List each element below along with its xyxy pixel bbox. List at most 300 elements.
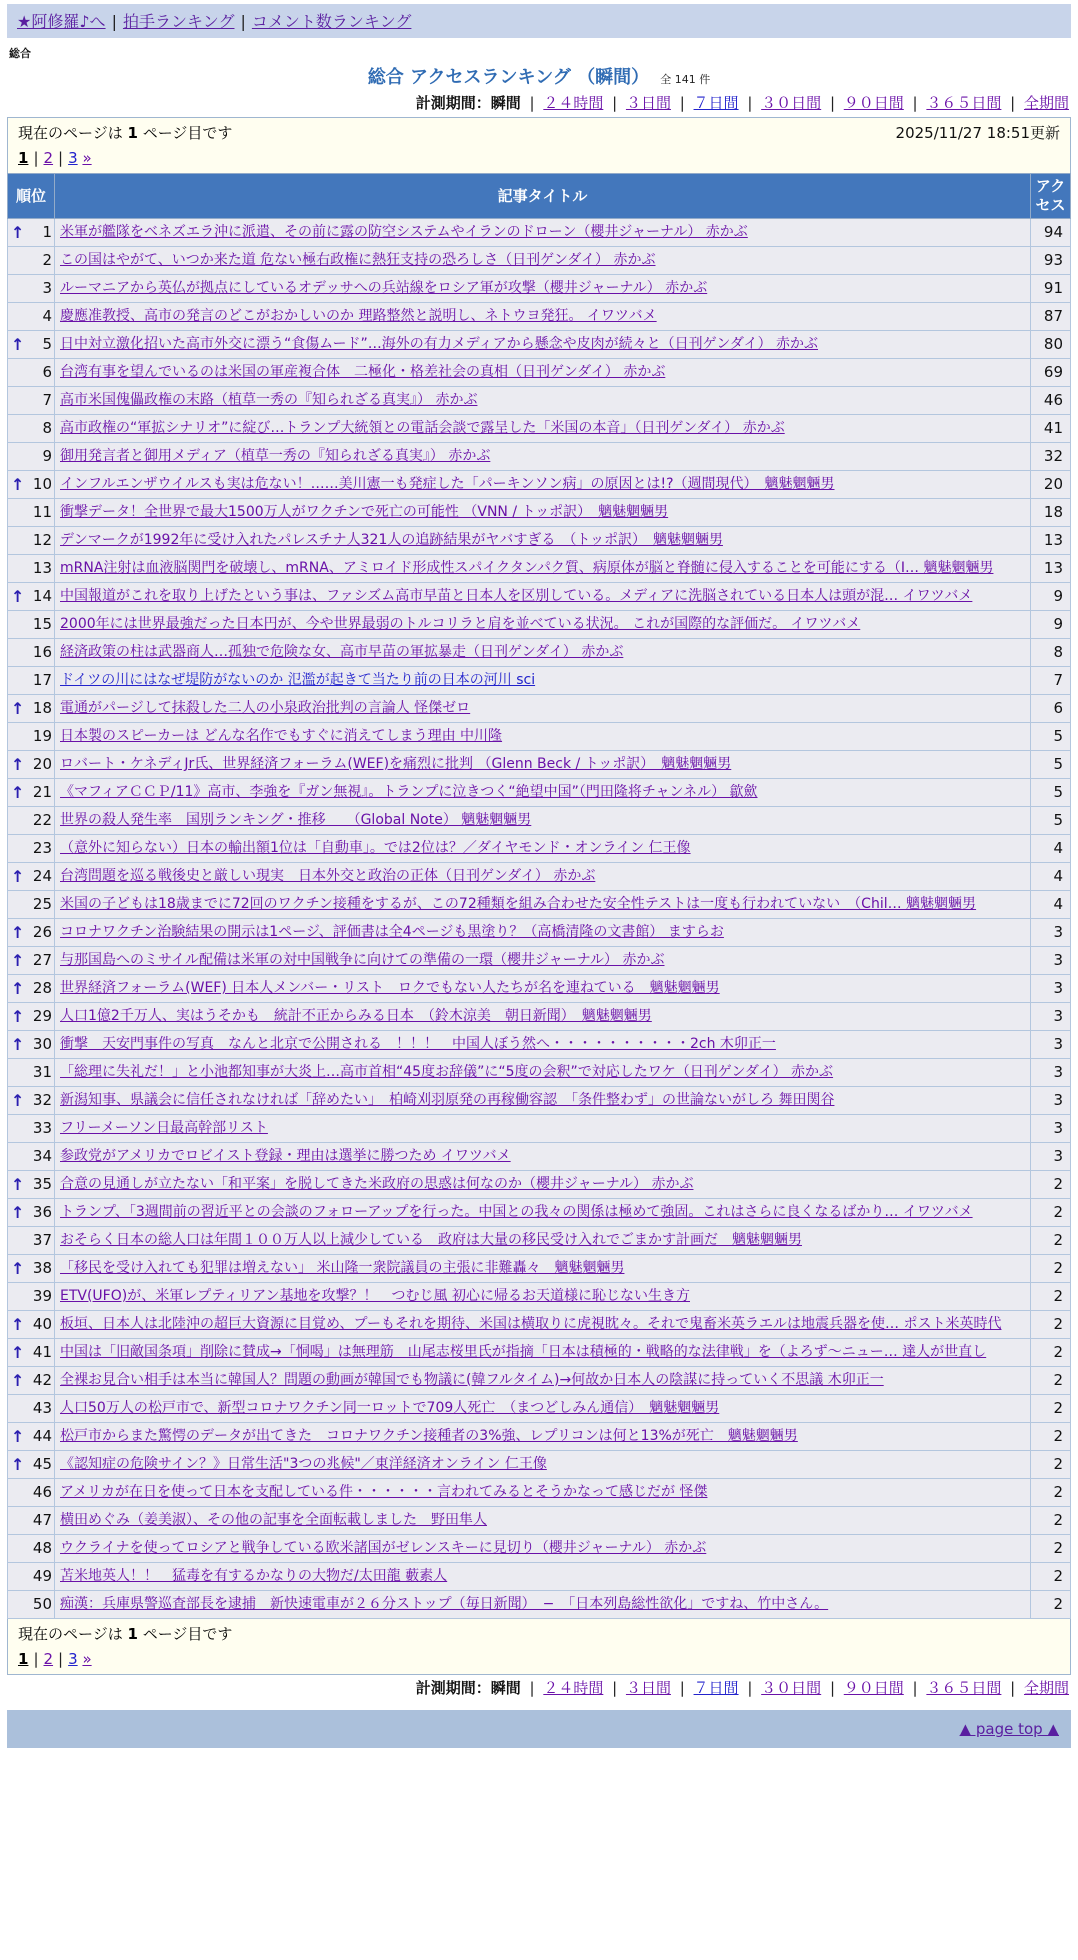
table-row — [8, 1199, 1071, 1227]
title-column-header: 記事タイトル — [55, 174, 1031, 219]
pagination — [18, 149, 1060, 167]
rank-cell — [8, 275, 55, 303]
access-count: 91 — [1031, 275, 1071, 303]
title-cell — [55, 639, 1031, 667]
article-link[interactable]: 板垣、日本人は北陸沖の超巨大資源に目覚め、プーもそれを期待、米国は横取りに虎視眈々。それで鬼畜米英ラエルは地震兵器を使… ポスト米英時代 — [60, 1316, 1002, 1332]
access-count: 3 — [1031, 1031, 1071, 1059]
table-row — [8, 1451, 1071, 1479]
ranking-table-body — [8, 219, 1071, 1619]
ranking-table — [7, 173, 1071, 1619]
period-link[interactable]: ３６５日間 — [926, 94, 1002, 112]
access-count: 2 — [1031, 1479, 1071, 1507]
article-link[interactable]: 電通がパージして抹殺した二人の小泉政治批判の言論人 怪傑ゼロ — [60, 700, 471, 716]
access-count: 2 — [1031, 1311, 1071, 1339]
title-cell — [55, 1031, 1031, 1059]
rank-cell — [8, 1199, 55, 1227]
top-link-clap-ranking[interactable]: 拍手ランキング — [122, 12, 235, 31]
access-count: 2 — [1031, 1367, 1071, 1395]
article-link[interactable]: 御用発言者と御用メディア（植草一秀の『知られざる真実』） 赤かぶ — [60, 448, 491, 464]
rank-number: 8 — [42, 419, 52, 437]
period-label: 計測期間： — [415, 1679, 491, 1697]
rank-number: 7 — [42, 391, 52, 409]
rank-cell — [8, 1059, 55, 1087]
table-row — [8, 751, 1071, 779]
access-count: 93 — [1031, 247, 1071, 275]
article-link[interactable]: 人口50万人の松戸市で、新型コロナワクチン同一ロットで709人死亡 （まつどしみん通信） 魑魅魍魎男 — [60, 1400, 720, 1416]
rank-cell — [8, 1171, 55, 1199]
rank-cell — [8, 639, 55, 667]
rank-number: 48 — [32, 1539, 52, 1557]
access-count: 2 — [1031, 1199, 1071, 1227]
rank-number: 9 — [42, 447, 52, 465]
title-cell — [55, 1451, 1031, 1479]
rank-up-icon: ↑ — [11, 1034, 25, 1054]
rank-cell — [8, 1143, 55, 1171]
current-page-text: 現在のページは 1 ページ目です — [18, 1625, 233, 1643]
rank-cell — [8, 1087, 55, 1115]
rank-cell — [8, 247, 55, 275]
table-row — [8, 1227, 1071, 1255]
title-cell — [55, 667, 1031, 695]
article-link[interactable]: 「総理に失礼だ！」と小池都知事が大炎上…高市首相“45度お辞儀”に“5度の会釈”で対応したワケ（日刊ゲンダイ） 赤かぶ — [60, 1064, 834, 1080]
article-link[interactable]: 2000年には世界最強だった日本円が、今や世界最弱のトルコリラと肩を並べている状況。 これが国際的な評価だ。 イワツバメ — [60, 616, 861, 632]
rank-number: 39 — [32, 1287, 52, 1305]
article-link[interactable]: 《マフィアＣＣＰ/11》高市、李強を『ガン無視』。トランプに泣きつく“絶望中国”（門田隆将チャンネル） 歙歛 — [60, 784, 758, 800]
top-nav-separator: | — [240, 12, 246, 31]
article-link[interactable]: 台湾問題を巡る戦後史と厳しい現実 日本外交と政治の正体（日刊ゲンダイ） 赤かぶ — [60, 868, 596, 884]
access-count: 32 — [1031, 443, 1071, 471]
rank-cell — [8, 359, 55, 387]
period-separator: | — [742, 94, 758, 112]
article-link[interactable]: この国はやがて、いつか来た道 危ない極右政権に熱狂支持の恐ろしさ（日刊ゲンダイ） 赤かぶ — [60, 252, 656, 268]
title-cell — [55, 583, 1031, 611]
title-cell — [55, 1339, 1031, 1367]
rank-number: 25 — [32, 895, 52, 913]
rank-cell — [8, 723, 55, 751]
rank-number: 40 — [32, 1315, 52, 1333]
rank-cell — [8, 1535, 55, 1563]
rank-up-icon: ↑ — [11, 1006, 25, 1026]
table-row — [8, 1143, 1071, 1171]
article-link[interactable]: 全裸お見合い相手は本当に韓国人？問題の動画が韓国でも物議に(韓フルタイム)→何故か日本人の陰謀に持っていく不思議 木卯正一 — [60, 1372, 884, 1388]
rank-cell — [8, 303, 55, 331]
rank-number: 47 — [32, 1511, 52, 1529]
current-page-text: 現在のページは 1 ページ目です — [18, 124, 233, 142]
table-row — [8, 415, 1071, 443]
title-cell — [55, 863, 1031, 891]
title-cell — [55, 499, 1031, 527]
rank-cell — [8, 443, 55, 471]
category-label: 総合 — [9, 47, 31, 60]
table-row — [8, 555, 1071, 583]
article-link[interactable]: 中国は「旧敵国条項」削除に賛成→「恫喝」は無理筋 山尾志桜里氏が指摘「日本は積極的・戦略的な法律戦」を（よろず〜ニュー… 達人が世直し — [60, 1344, 987, 1360]
rank-number: 11 — [32, 503, 52, 521]
rank-cell — [8, 947, 55, 975]
title-cell — [55, 751, 1031, 779]
rank-cell — [8, 1003, 55, 1031]
title-cell — [55, 527, 1031, 555]
rank-cell — [8, 975, 55, 1003]
period-link[interactable]: 全期間 — [1023, 94, 1069, 112]
article-link[interactable]: 日中対立激化招いた高市外交に漂う“食傷ムード”…海外の有力メディアから懸念や皮肉が続々と（日刊ゲンダイ） 赤かぶ — [60, 336, 819, 352]
period-separator: | — [742, 1679, 758, 1697]
title-cell — [55, 219, 1031, 247]
rank-number: 22 — [32, 811, 52, 829]
rank-up-icon: ↑ — [11, 922, 25, 942]
title-cell — [55, 1423, 1031, 1451]
pagination-link[interactable]: » — [82, 149, 92, 167]
page-top-link[interactable]: ▲ page top ▲ — [959, 1720, 1059, 1738]
rank-number: 24 — [32, 867, 52, 885]
access-count: 2 — [1031, 1283, 1071, 1311]
access-count: 5 — [1031, 779, 1071, 807]
rank-up-icon: ↑ — [11, 586, 25, 606]
rank-number: 42 — [32, 1371, 52, 1389]
rank-number: 6 — [42, 363, 52, 381]
article-link[interactable]: 《認知症の危険サイン？》日常生活"3つの兆候"／東洋経済オンライン 仁王像 — [60, 1456, 547, 1472]
pagination-separator: | — [33, 1650, 39, 1668]
article-link[interactable]: ドイツの川にはなぜ堤防がないのか 氾濫が起きて当たり前の日本の河川 sci — [60, 672, 536, 688]
table-row — [8, 919, 1071, 947]
table-row — [8, 891, 1071, 919]
access-count: 2 — [1031, 1227, 1071, 1255]
period-current: 瞬間 — [490, 94, 521, 112]
rank-cell — [8, 1451, 55, 1479]
rank-number: 43 — [32, 1399, 52, 1417]
title-cell — [55, 1199, 1031, 1227]
article-link[interactable]: 台湾有事を望んでいるのは米国の軍産複合体 二極化・格差社会の真相（日刊ゲンダイ） 赤かぶ — [60, 364, 666, 380]
access-count: 2 — [1031, 1507, 1071, 1535]
top-link-comment-ranking[interactable]: コメント数ランキング — [251, 12, 412, 31]
access-count: 2 — [1031, 1255, 1071, 1283]
access-count: 80 — [1031, 331, 1071, 359]
pagination-link[interactable]: 3 — [68, 1650, 78, 1668]
rank-number: 15 — [32, 615, 52, 633]
article-link[interactable]: 苫米地英人！！ 猛毒を有するかなりの大物だ/太田龍 藪素人 — [60, 1568, 448, 1584]
rank-cell — [8, 695, 55, 723]
table-row — [8, 1507, 1071, 1535]
rank-up-icon: ↑ — [11, 950, 25, 970]
article-link[interactable]: コロナワクチン治験結果の開示は1ページ、評価書は全4ページも黒塗り？（高橋清隆の文書館） ますらお — [60, 924, 724, 940]
rank-number: 12 — [32, 531, 52, 549]
article-link[interactable]: 衝撃データ！全世界で最大1500万人がワクチンで死亡の可能性 （VNN / トッポ訳） 魑魅魍魎男 — [60, 504, 669, 520]
title-cell — [55, 555, 1031, 583]
rank-number: 31 — [32, 1063, 52, 1081]
rank-number: 49 — [32, 1567, 52, 1585]
rank-up-icon: ↑ — [11, 978, 25, 998]
table-row — [8, 583, 1071, 611]
rank-cell — [8, 1115, 55, 1143]
title-cell — [55, 835, 1031, 863]
period-link[interactable]: ３０日間 — [761, 94, 822, 112]
title-cell — [55, 1283, 1031, 1311]
access-count: 2 — [1031, 1535, 1071, 1563]
article-link[interactable]: ウクライナを使ってロシアと戦争している欧米諸国がゼレンスキーに見切り（櫻井ジャーナル） 赤かぶ — [60, 1540, 707, 1556]
access-count: 2 — [1031, 1395, 1071, 1423]
table-row — [8, 695, 1071, 723]
access-count: 2 — [1031, 1591, 1071, 1619]
access-count: 3 — [1031, 947, 1071, 975]
period-link[interactable]: ３日間 — [625, 94, 671, 112]
pagination-separator: | — [58, 1650, 64, 1668]
article-link[interactable]: 衝撃 天安門事件の写真 なんと北京で公開される ！！！ 中国人ぼう然へ・・・・・・・・・・2ch 木卯正一 — [60, 1036, 776, 1052]
access-count: 2 — [1031, 1451, 1071, 1479]
rank-number: 4 — [42, 307, 52, 325]
period-link[interactable]: ９０日間 — [843, 94, 904, 112]
rank-cell — [8, 667, 55, 695]
article-link[interactable]: 与那国島へのミサイル配備は米軍の対中国戦争に向けての準備の一環（櫻井ジャーナル） 赤かぶ — [60, 952, 665, 968]
title-cell — [55, 1143, 1031, 1171]
access-count: 4 — [1031, 863, 1071, 891]
table-row — [8, 667, 1071, 695]
rank-cell — [8, 863, 55, 891]
article-link[interactable]: 高市政権の“軍拡シナリオ”に綻び…トランプ大統領との電話会談で露呈した「米国の本音」（日刊ゲンダイ） 赤かぶ — [60, 420, 785, 436]
period-nav — [7, 1677, 1069, 1698]
rank-cell — [8, 1479, 55, 1507]
article-link[interactable]: 米軍が艦隊をベネズエラ沖に派遣、その前に露の防空システムやイランのドローン（櫻井ジャーナル） 赤かぶ — [60, 224, 748, 240]
article-link[interactable]: フリーメーソン日最高幹部リスト — [60, 1120, 268, 1136]
title-cell — [55, 919, 1031, 947]
top-nav-separator: | — [111, 12, 117, 31]
period-link[interactable]: ３日間 — [625, 1679, 671, 1697]
rank-cell — [8, 751, 55, 779]
period-separator: | — [674, 94, 690, 112]
article-link[interactable]: 松戸市からまた驚愕のデータが出てきた コロナワクチン接種者の3%強、レプリコンは何と13%が死亡 魑魅魍魎男 — [60, 1428, 798, 1444]
table-row — [8, 1339, 1071, 1367]
rank-up-icon: ↑ — [11, 754, 25, 774]
rank-number: 34 — [32, 1147, 52, 1165]
rank-number: 35 — [32, 1175, 52, 1193]
period-link[interactable]: 全期間 — [1023, 1679, 1069, 1697]
table-row — [8, 1059, 1071, 1087]
rank-number: 21 — [32, 783, 52, 801]
title-cell — [55, 1367, 1031, 1395]
period-link[interactable]: ２４時間 — [543, 1679, 604, 1697]
rank-number: 27 — [32, 951, 52, 969]
access-count: 5 — [1031, 723, 1071, 751]
rank-number: 18 — [32, 699, 52, 717]
table-row — [8, 947, 1071, 975]
title-cell — [55, 303, 1031, 331]
title-cell — [55, 443, 1031, 471]
article-link[interactable]: 日本製のスピーカーは どんな名作でもすぐに消えてしまう理由 中川隆 — [60, 728, 503, 744]
rank-cell — [8, 387, 55, 415]
rank-number: 50 — [32, 1595, 52, 1613]
title-cell — [55, 1591, 1031, 1619]
info-box-bottom — [7, 1619, 1071, 1675]
title-cell — [55, 723, 1031, 751]
rank-number: 46 — [32, 1483, 52, 1501]
article-link[interactable]: 高市米国傀儡政権の末路（植草一秀の『知られざる真実』） 赤かぶ — [60, 392, 478, 408]
rank-cell — [8, 471, 55, 499]
access-count: 3 — [1031, 1143, 1071, 1171]
period-current: 瞬間 — [490, 1679, 521, 1697]
rank-number: 33 — [32, 1119, 52, 1137]
period-link[interactable]: ２４時間 — [543, 94, 604, 112]
period-link[interactable]: ７日間 — [693, 94, 739, 112]
access-count: 41 — [1031, 415, 1071, 443]
access-count: 69 — [1031, 359, 1071, 387]
access-count: 18 — [1031, 499, 1071, 527]
table-row — [8, 499, 1071, 527]
article-link[interactable]: 「移民を受け入れても犯罪は増えない」 米山隆一衆院議員の主張に非難轟々 魑魅魍魎男 — [60, 1260, 625, 1276]
title-cell — [55, 1535, 1031, 1563]
article-link[interactable]: インフルエンザウイルスも実は危ない！……美川憲一も発症した「パーキンソン病」の原因とは!?（週間現代） 魑魅魍魎男 — [60, 476, 835, 492]
table-row — [8, 975, 1071, 1003]
period-link[interactable]: ３６５日間 — [926, 1679, 1002, 1697]
article-link[interactable]: 参政党がアメリカでロビイスト登録・理由は選挙に勝つため イワツバメ — [60, 1148, 511, 1164]
period-separator: | — [1005, 1679, 1020, 1697]
rank-cell — [8, 1255, 55, 1283]
article-link[interactable]: ルーマニアから英仏が拠点にしているオデッサへの兵站線をロシア軍が攻撃（櫻井ジャーナル） 赤かぶ — [60, 280, 708, 296]
title-cell — [55, 1311, 1031, 1339]
article-link[interactable]: 中国報道がこれを取り上げたという事は、ファシズム高市早苗と日本人を区別している。メディアに洗脳されている日本人は頭が混… イワツバメ — [60, 588, 973, 604]
rank-cell — [8, 919, 55, 947]
article-link[interactable]: 慶應准教授、高市の発言のどこがおかしいのか 理路整然と説明し、ネトウヨ発狂。 イワツバメ — [60, 308, 657, 324]
rank-number: 13 — [32, 559, 52, 577]
rank-number: 1 — [42, 223, 52, 241]
period-link[interactable]: ３０日間 — [761, 1679, 822, 1697]
top-link-asyura[interactable]: ★阿修羅♪へ — [17, 12, 106, 31]
rank-number: 38 — [32, 1259, 52, 1277]
period-separator: | — [524, 94, 540, 112]
table-row — [8, 275, 1071, 303]
table-row — [8, 1087, 1071, 1115]
table-row — [8, 611, 1071, 639]
period-link[interactable]: ７日間 — [693, 1679, 739, 1697]
access-count: 2 — [1031, 1563, 1071, 1591]
table-row — [8, 1171, 1071, 1199]
table-row — [8, 863, 1071, 891]
rank-cell — [8, 1367, 55, 1395]
page-top-bar — [7, 1710, 1071, 1748]
article-link[interactable]: ETV(UFO)が、米軍レプティリアン基地を攻撃？！ つむじ風 初心に帰るお天道様に恥じない生き方 — [60, 1288, 690, 1304]
period-nav — [7, 92, 1069, 113]
table-row — [8, 247, 1071, 275]
rank-cell — [8, 1591, 55, 1619]
rank-number: 29 — [32, 1007, 52, 1025]
table-row — [8, 1115, 1071, 1143]
period-link[interactable]: ９０日間 — [843, 1679, 904, 1697]
rank-cell — [8, 1339, 55, 1367]
pagination-current-page: 1 — [18, 149, 29, 167]
rank-up-icon: ↑ — [11, 474, 25, 494]
article-link[interactable]: 世界経済フォーラム(WEF) 日本人メンバー・リスト ロクでもない人たちが名を連ねている 魑魅魍魎男 — [60, 980, 720, 996]
rank-up-icon: ↑ — [11, 1258, 25, 1278]
rank-cell — [8, 891, 55, 919]
rank-cell — [8, 835, 55, 863]
table-row — [8, 331, 1071, 359]
rank-number: 23 — [32, 839, 52, 857]
rank-number: 37 — [32, 1231, 52, 1249]
rank-cell — [8, 1423, 55, 1451]
access-count: 94 — [1031, 219, 1071, 247]
title-cell — [55, 387, 1031, 415]
rank-column-header: 順位 — [8, 174, 55, 219]
rank-number: 2 — [42, 251, 52, 269]
title-cell — [55, 1255, 1031, 1283]
table-row — [8, 1367, 1071, 1395]
article-link[interactable]: トランプ、「3週間前の習近平との会談のフォローアップを行った。中国との我々の関係は極めて強固。これはさらに良くなるばかり… イワツバメ — [60, 1204, 973, 1220]
total-count: 全 141 件 — [660, 73, 711, 86]
title-cell — [55, 611, 1031, 639]
rank-cell — [8, 219, 55, 247]
article-link[interactable]: （意外に知らない）日本の輸出額1位は「自動車」。では2位は？／ダイヤモンド・オンライン 仁王像 — [60, 840, 691, 856]
article-link[interactable]: 世界の殺人発生率 国別ランキング・推移 （Global Note） 魑魅魍魎男 — [60, 812, 532, 828]
article-link[interactable]: おそらく日本の総人口は年間１００万人以上減少している 政府は大量の移民受け入れでごまかす計画だ 魑魅魍魎男 — [60, 1232, 802, 1248]
rank-cell — [8, 1507, 55, 1535]
article-link[interactable]: ロバート・ケネディJr氏、世界経済フォーラム(WEF)を痛烈に批判 （Glenn Beck / トッポ訳） 魑魅魍魎男 — [60, 756, 732, 772]
table-row — [8, 1255, 1071, 1283]
rank-cell — [8, 555, 55, 583]
article-link[interactable]: デンマークが1992年に受け入れたパレスチナ人321人の追跡結果がヤバすぎる （トッポ訳） 魑魅魍魎男 — [60, 532, 723, 548]
pagination-link[interactable]: 2 — [43, 1650, 54, 1668]
title-cell — [55, 1115, 1031, 1143]
article-link[interactable]: 合意の見通しが立たない「和平案」を脱してきた米政府の思惑は何なのか（櫻井ジャーナル） 赤かぶ — [60, 1176, 694, 1192]
rank-up-icon: ↑ — [11, 1314, 25, 1334]
article-link[interactable]: 新潟知事、県議会に信任されなければ「辞めたい」 柏崎刈羽原発の再稼働容認 「条件整わず」の世論ないがしろ 舞田関谷 — [60, 1092, 835, 1108]
period-separator: | — [907, 1679, 923, 1697]
article-link[interactable]: 横田めぐみ（姜美淑）、その他の記事を全面転載しました 野田隼人 — [60, 1512, 487, 1528]
pagination-link[interactable]: 3 — [68, 149, 78, 167]
article-link[interactable]: アメリカが在日を使って日本を支配している件・・・・・・言われてみるとそうかなって感じだが 怪傑 — [60, 1484, 708, 1500]
access-count: 6 — [1031, 695, 1071, 723]
article-link[interactable]: 痴漢：兵庫県警巡査部長を逮捕 新快速電車が２６分ストップ（毎日新聞） − 「日本列島総性欲化」ですね、竹中さん。 — [60, 1596, 829, 1612]
rank-cell — [8, 779, 55, 807]
table-row — [8, 807, 1071, 835]
access-count: 13 — [1031, 555, 1071, 583]
rank-number: 17 — [32, 671, 52, 689]
rank-cell — [8, 1283, 55, 1311]
table-row — [8, 1563, 1071, 1591]
pagination-link[interactable]: » — [82, 1650, 92, 1668]
title-cell — [55, 1479, 1031, 1507]
title-cell — [55, 275, 1031, 303]
table-row — [8, 1311, 1071, 1339]
access-count: 3 — [1031, 1087, 1071, 1115]
access-count: 5 — [1031, 807, 1071, 835]
pagination-link[interactable]: 2 — [43, 149, 54, 167]
period-label: 計測期間： — [415, 94, 491, 112]
pagination — [18, 1650, 1060, 1668]
article-link[interactable]: 人口1億2千万人、実はうそかも 統計不正からみる日本 （鈴木涼美 朝日新聞） 魑魅魍魎男 — [60, 1008, 652, 1024]
rank-up-icon: ↑ — [11, 1090, 25, 1110]
table-row — [8, 1031, 1071, 1059]
rank-number: 16 — [32, 643, 52, 661]
article-link[interactable]: 米国の子どもは18歳までに72回のワクチン接種をするが、この72種類を組み合わせた安全性テストは一度も行われていない （Chil… 魑魅魍魎男 — [60, 896, 977, 912]
access-count: 3 — [1031, 1059, 1071, 1087]
table-row — [8, 1591, 1071, 1619]
table-row — [8, 219, 1071, 247]
access-count: 4 — [1031, 835, 1071, 863]
rank-up-icon: ↑ — [11, 1426, 25, 1446]
table-row — [8, 303, 1071, 331]
rank-cell — [8, 499, 55, 527]
article-link[interactable]: mRNA注射は血液脳関門を破壊し、mRNA、アミロイド形成性スパイクタンパク質、病原体が脳と脊髄に侵入することを可能にする（I… 魑魅魍魎男 — [60, 560, 994, 576]
table-row — [8, 1003, 1071, 1031]
article-link[interactable]: 経済政策の柱は武器商人…孤独で危険な女、高市早苗の軍拡暴走（日刊ゲンダイ） 赤かぶ — [60, 644, 624, 660]
title-cell — [55, 975, 1031, 1003]
rank-number: 3 — [42, 279, 52, 297]
rank-up-icon: ↑ — [11, 1202, 25, 1222]
period-separator: | — [674, 1679, 690, 1697]
access-count: 9 — [1031, 583, 1071, 611]
title-cell — [55, 891, 1031, 919]
rank-up-icon: ↑ — [11, 222, 25, 242]
updated-timestamp: 2025/11/27 18:51更新 — [895, 124, 1060, 142]
table-row — [8, 443, 1071, 471]
title-cell — [55, 1003, 1031, 1031]
